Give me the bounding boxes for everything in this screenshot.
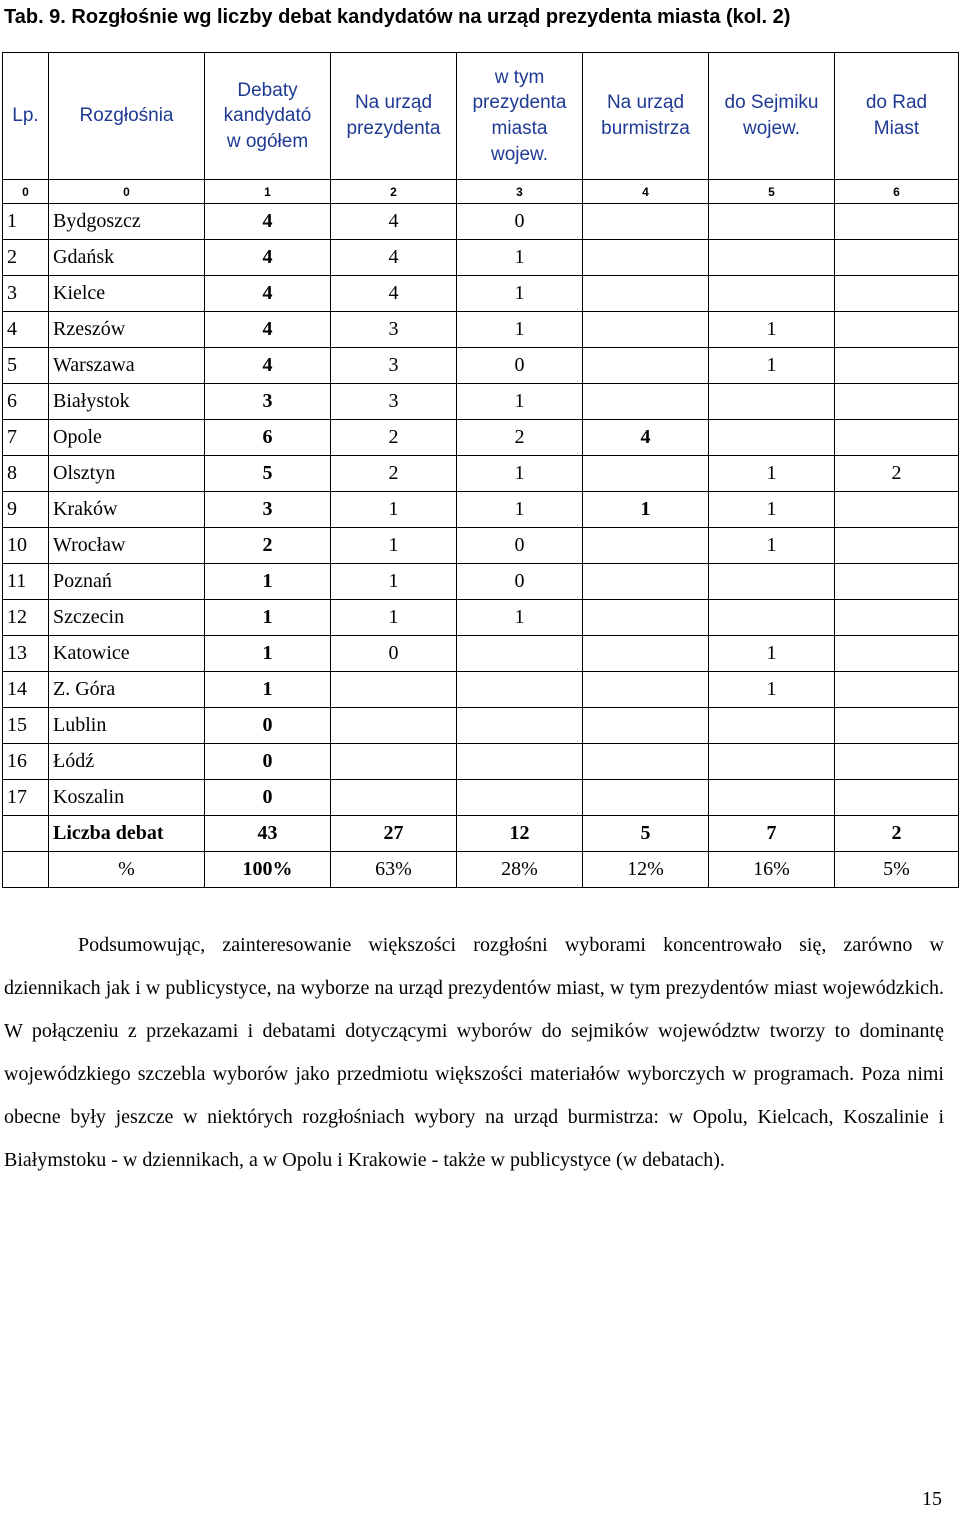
- broadcaster-name: Koszalin: [49, 780, 205, 816]
- broadcaster-name: Kielce: [49, 276, 205, 312]
- voivodeship-president-count: 1: [457, 492, 583, 528]
- percent-value: 5%: [835, 852, 959, 888]
- president-count: [331, 780, 457, 816]
- total-label: Liczba debat: [49, 816, 205, 852]
- table-row: [3, 276, 959, 312]
- table-row: [3, 204, 959, 240]
- mayor-count: [583, 204, 709, 240]
- percent-value: 100%: [205, 852, 331, 888]
- sejmik-count: 1: [709, 636, 835, 672]
- president-count: 3: [331, 312, 457, 348]
- city-council-count: [835, 384, 959, 420]
- president-count: 1: [331, 564, 457, 600]
- row-number: 13: [3, 636, 49, 672]
- debates-total: 3: [205, 492, 331, 528]
- total-row: [3, 816, 959, 852]
- row-number: 11: [3, 564, 49, 600]
- percent-value: 16%: [709, 852, 835, 888]
- president-count: 3: [331, 348, 457, 384]
- mayor-count: [583, 348, 709, 384]
- city-council-count: [835, 708, 959, 744]
- total-value: 7: [709, 816, 835, 852]
- debates-total: 4: [205, 312, 331, 348]
- empty-cell: [3, 816, 49, 852]
- percent-value: 63%: [331, 852, 457, 888]
- sejmik-count: 1: [709, 492, 835, 528]
- page-number: 15: [922, 1488, 942, 1510]
- mayor-count: [583, 456, 709, 492]
- voivodeship-president-count: 0: [457, 348, 583, 384]
- table-row: [3, 780, 959, 816]
- row-number: 3: [3, 276, 49, 312]
- table-row: [3, 744, 959, 780]
- row-number: 15: [3, 708, 49, 744]
- president-count: 2: [331, 420, 457, 456]
- president-count: 0: [331, 636, 457, 672]
- table-row: [3, 384, 959, 420]
- mayor-count: [583, 276, 709, 312]
- debates-total: 4: [205, 240, 331, 276]
- table-row: [3, 492, 959, 528]
- sejmik-count: 1: [709, 528, 835, 564]
- voivodeship-president-count: 1: [457, 600, 583, 636]
- row-number: 16: [3, 744, 49, 780]
- row-number: 12: [3, 600, 49, 636]
- table-row: [3, 420, 959, 456]
- voivodeship-president-count: 1: [457, 240, 583, 276]
- row-number: 8: [3, 456, 49, 492]
- index-cell: 0: [3, 180, 49, 204]
- index-cell: 5: [709, 180, 835, 204]
- city-council-count: [835, 348, 959, 384]
- president-count: 1: [331, 492, 457, 528]
- mayor-count: [583, 672, 709, 708]
- header-prezydenta: Na urząd prezydenta: [331, 53, 457, 180]
- table-row: [3, 636, 959, 672]
- president-count: 4: [331, 276, 457, 312]
- city-council-count: [835, 204, 959, 240]
- percent-row: [3, 852, 959, 888]
- president-count: 3: [331, 384, 457, 420]
- city-council-count: [835, 564, 959, 600]
- broadcaster-name: Białystok: [49, 384, 205, 420]
- president-count: 4: [331, 204, 457, 240]
- total-value: 43: [205, 816, 331, 852]
- row-number: 17: [3, 780, 49, 816]
- voivodeship-president-count: [457, 636, 583, 672]
- sejmik-count: [709, 240, 835, 276]
- city-council-count: 2: [835, 456, 959, 492]
- president-count: [331, 672, 457, 708]
- city-council-count: [835, 420, 959, 456]
- index-cell: 3: [457, 180, 583, 204]
- president-count: [331, 708, 457, 744]
- header-burmistrza: Na urząd burmistrza: [583, 53, 709, 180]
- voivodeship-president-count: [457, 672, 583, 708]
- mayor-count: [583, 240, 709, 276]
- index-cell: 4: [583, 180, 709, 204]
- header-rozglosnia: Rozgłośnia: [49, 53, 205, 180]
- sejmik-count: [709, 744, 835, 780]
- row-number: 14: [3, 672, 49, 708]
- broadcaster-name: Wrocław: [49, 528, 205, 564]
- percent-value: 28%: [457, 852, 583, 888]
- voivodeship-president-count: 1: [457, 312, 583, 348]
- city-council-count: [835, 672, 959, 708]
- broadcaster-name: Z. Góra: [49, 672, 205, 708]
- president-count: 4: [331, 240, 457, 276]
- index-cell: 6: [835, 180, 959, 204]
- total-value: 12: [457, 816, 583, 852]
- row-number: 4: [3, 312, 49, 348]
- row-number: 5: [3, 348, 49, 384]
- sejmik-count: [709, 276, 835, 312]
- summary-text: Podsumowując, zainteresowanie większości rozgłośni wyborami koncentrowało się, zarówno w dziennikach jak i w publicystyce, na wyborze na urząd prezydentów miast, w tym prezydentów miast wojewódzkich. W połączeniu z przekazami i debatami dotyczącymi wyborów do sejmików województw tworzy to dominantę wojewódzkiego szczebla wyborów jako przedmiotu większości materiałów wyborczych w programach. Poza nimi obecne były jeszcze w niektórych rozgłośniach wybory na urząd burmistrza: w Opolu, Kielcach, Koszalinie i Białymstoku - w dziennikach, a w Opolu i Krakowie - także w publicystyce (w debatach).: [4, 934, 944, 1171]
- debates-total: 1: [205, 636, 331, 672]
- voivodeship-president-count: 2: [457, 420, 583, 456]
- mayor-count: [583, 564, 709, 600]
- table-row: [3, 708, 959, 744]
- voivodeship-president-count: 1: [457, 276, 583, 312]
- broadcaster-name: Łódź: [49, 744, 205, 780]
- president-count: 1: [331, 528, 457, 564]
- row-number: 9: [3, 492, 49, 528]
- index-cell: 2: [331, 180, 457, 204]
- mayor-count: [583, 600, 709, 636]
- header-row: [3, 53, 959, 180]
- percent-value: 12%: [583, 852, 709, 888]
- broadcaster-name: Poznań: [49, 564, 205, 600]
- header-lp: Lp.: [3, 53, 49, 180]
- broadcaster-name: Olsztyn: [49, 456, 205, 492]
- debates-total: 1: [205, 600, 331, 636]
- table-row: [3, 348, 959, 384]
- city-council-count: [835, 312, 959, 348]
- broadcasters-table: [2, 52, 959, 888]
- president-count: 2: [331, 456, 457, 492]
- total-value: 27: [331, 816, 457, 852]
- table-row: [3, 564, 959, 600]
- total-value: 2: [835, 816, 959, 852]
- voivodeship-president-count: 0: [457, 204, 583, 240]
- header-debaty: Debaty kandydató w ogółem: [205, 53, 331, 180]
- broadcaster-name: Opole: [49, 420, 205, 456]
- sejmik-count: [709, 384, 835, 420]
- mayor-count: [583, 528, 709, 564]
- mayor-count: [583, 384, 709, 420]
- voivodeship-president-count: 0: [457, 528, 583, 564]
- broadcaster-name: Warszawa: [49, 348, 205, 384]
- voivodeship-president-count: [457, 708, 583, 744]
- header-rady: do Rad Miast: [835, 53, 959, 180]
- broadcaster-name: Bydgoszcz: [49, 204, 205, 240]
- table-row: [3, 312, 959, 348]
- header-sejmik: do Sejmiku wojew.: [709, 53, 835, 180]
- city-council-count: [835, 528, 959, 564]
- president-count: [331, 744, 457, 780]
- broadcaster-name: Rzeszów: [49, 312, 205, 348]
- voivodeship-president-count: 1: [457, 384, 583, 420]
- sejmik-count: [709, 780, 835, 816]
- row-number: 7: [3, 420, 49, 456]
- voivodeship-president-count: [457, 744, 583, 780]
- voivodeship-president-count: [457, 780, 583, 816]
- debates-total: 0: [205, 780, 331, 816]
- debates-total: 0: [205, 708, 331, 744]
- sejmik-count: [709, 204, 835, 240]
- debates-total: 0: [205, 744, 331, 780]
- broadcaster-name: Gdańsk: [49, 240, 205, 276]
- table-row: [3, 600, 959, 636]
- debates-total: 4: [205, 348, 331, 384]
- city-council-count: [835, 276, 959, 312]
- mayor-count: [583, 312, 709, 348]
- city-council-count: [835, 492, 959, 528]
- city-council-count: [835, 240, 959, 276]
- total-value: 5: [583, 816, 709, 852]
- table-row: [3, 528, 959, 564]
- debates-total: 1: [205, 672, 331, 708]
- voivodeship-president-count: 0: [457, 564, 583, 600]
- president-count: 1: [331, 600, 457, 636]
- debates-total: 5: [205, 456, 331, 492]
- table-row: [3, 456, 959, 492]
- sejmik-count: [709, 600, 835, 636]
- sejmik-count: 1: [709, 312, 835, 348]
- debates-total: 1: [205, 564, 331, 600]
- mayor-count: 4: [583, 420, 709, 456]
- debates-total: 3: [205, 384, 331, 420]
- city-council-count: [835, 636, 959, 672]
- voivodeship-president-count: 1: [457, 456, 583, 492]
- broadcaster-name: Szczecin: [49, 600, 205, 636]
- empty-cell: [3, 852, 49, 888]
- debates-total: 6: [205, 420, 331, 456]
- mayor-count: [583, 780, 709, 816]
- percent-label: %: [49, 852, 205, 888]
- sejmik-count: [709, 420, 835, 456]
- sejmik-count: 1: [709, 348, 835, 384]
- city-council-count: [835, 600, 959, 636]
- table-row: [3, 240, 959, 276]
- mayor-count: [583, 744, 709, 780]
- sejmik-count: [709, 708, 835, 744]
- row-number: 10: [3, 528, 49, 564]
- index-cell: 1: [205, 180, 331, 204]
- broadcaster-name: Lublin: [49, 708, 205, 744]
- index-row: [3, 180, 959, 204]
- broadcaster-name: Kraków: [49, 492, 205, 528]
- city-council-count: [835, 780, 959, 816]
- sejmik-count: [709, 564, 835, 600]
- sejmik-count: 1: [709, 672, 835, 708]
- row-number: 6: [3, 384, 49, 420]
- table-title: Tab. 9. Rozgłośnie wg liczby debat kandydatów na urząd prezydenta miasta (kol. 2): [4, 6, 791, 28]
- mayor-count: 1: [583, 492, 709, 528]
- index-cell: 0: [49, 180, 205, 204]
- row-number: 2: [3, 240, 49, 276]
- mayor-count: [583, 708, 709, 744]
- header-w-tym: w tym prezydenta miasta wojew.: [457, 53, 583, 180]
- table-row: [3, 672, 959, 708]
- summary-paragraph: [4, 924, 944, 1182]
- broadcaster-name: Katowice: [49, 636, 205, 672]
- debates-total: 2: [205, 528, 331, 564]
- row-number: 1: [3, 204, 49, 240]
- city-council-count: [835, 744, 959, 780]
- debates-total: 4: [205, 204, 331, 240]
- sejmik-count: 1: [709, 456, 835, 492]
- debates-total: 4: [205, 276, 331, 312]
- mayor-count: [583, 636, 709, 672]
